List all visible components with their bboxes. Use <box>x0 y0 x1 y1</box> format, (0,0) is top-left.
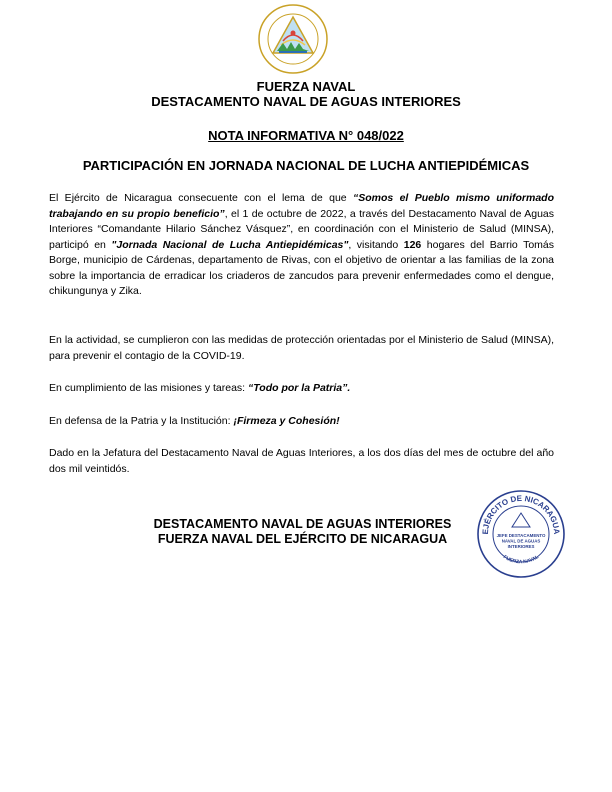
p1-quote-2: "Jornada Nacional de Lucha Antiepidémicas" <box>111 238 349 251</box>
paragraph-4 <box>49 414 554 430</box>
header-line2: DESTACAMENTO NAVAL DE AGUAS INTERIORES <box>151 94 461 109</box>
nicaragua-coat-of-arms-icon <box>257 3 329 75</box>
signature-line2: FUERZA NAVAL DEL EJÉRCITO DE NICARAGUA <box>157 532 448 546</box>
p1-text-3: , visitando <box>348 238 404 251</box>
document-subject: PARTICIPACIÓN EN JORNADA NACIONAL DE LUCHA ANTIEPIDÉMICAS <box>82 158 530 173</box>
p3-motto: “Todo por la Patria”. <box>248 382 351 394</box>
p1-quote-1: “Somos el Pueblo mismo uniformado trabajando en su propio beneficio” <box>49 192 554 220</box>
p4-motto: ¡Firmeza y Cohesión! <box>233 415 340 427</box>
p1-text-1: El Ejército de Nicaragua consecuente con el lema de que <box>49 192 353 204</box>
paragraph-2: En la actividad, se cumplieron con las medidas de protección orientadas por el Ministerio de Salud (MINSA), para prevenir el contagio de la COVID-19. <box>49 334 554 362</box>
paragraph-5: Dado en la Jefatura del Destacamento Naval de Aguas Interiores, a los dos días del mes de octubre del año dos mil veintidós. <box>49 447 554 475</box>
stamp-bottom-text: FUERZA NAVAL <box>502 554 540 566</box>
document-number: NOTA INFORMATIVA N° 048/022 <box>208 128 404 143</box>
signature-line1: DESTACAMENTO NAVAL DE AGUAS INTERIORES <box>153 517 452 531</box>
paragraph-1 <box>49 191 554 300</box>
stamp-top-text: EJÉRCITO DE NICARAGUA <box>480 493 562 535</box>
svg-text:FUERZA NAVAL <box>502 554 540 565</box>
header-line1: FUERZA NAVAL <box>256 79 356 94</box>
p1-text-2: , el 1 de octubre de 2022, a través del Destacamento Naval de Aguas Interiores “Comandante Hilario Sánchez Vásquez”, en coordinación con el Ministerio de Salud (MINSA), participó en <box>49 207 554 251</box>
p4-text: En defensa de la Patria y la Institución: <box>49 415 234 427</box>
p1-text-4: hogares del Barrio Tomás Borge, municipio de Cárdenas, departamento de Rivas, con el objetivo de orientar a las familias de la zona sobre la importancia de erradicar los criaderos de zancudos para prevenir enfermedades como el dengue, chikungunya y Zika. <box>49 238 555 297</box>
official-seal-icon <box>476 489 566 579</box>
svg-text:EJÉRCITO DE NICARAGUA <box>481 494 561 535</box>
paragraph-3 <box>49 381 554 397</box>
p1-count: 126 <box>403 238 422 251</box>
stamp-center-text: JEFE DESTACAMENTO NAVAL DE AGUAS INTERIORES <box>496 533 546 549</box>
p3-text: En cumplimiento de las misiones y tareas: <box>49 382 249 394</box>
